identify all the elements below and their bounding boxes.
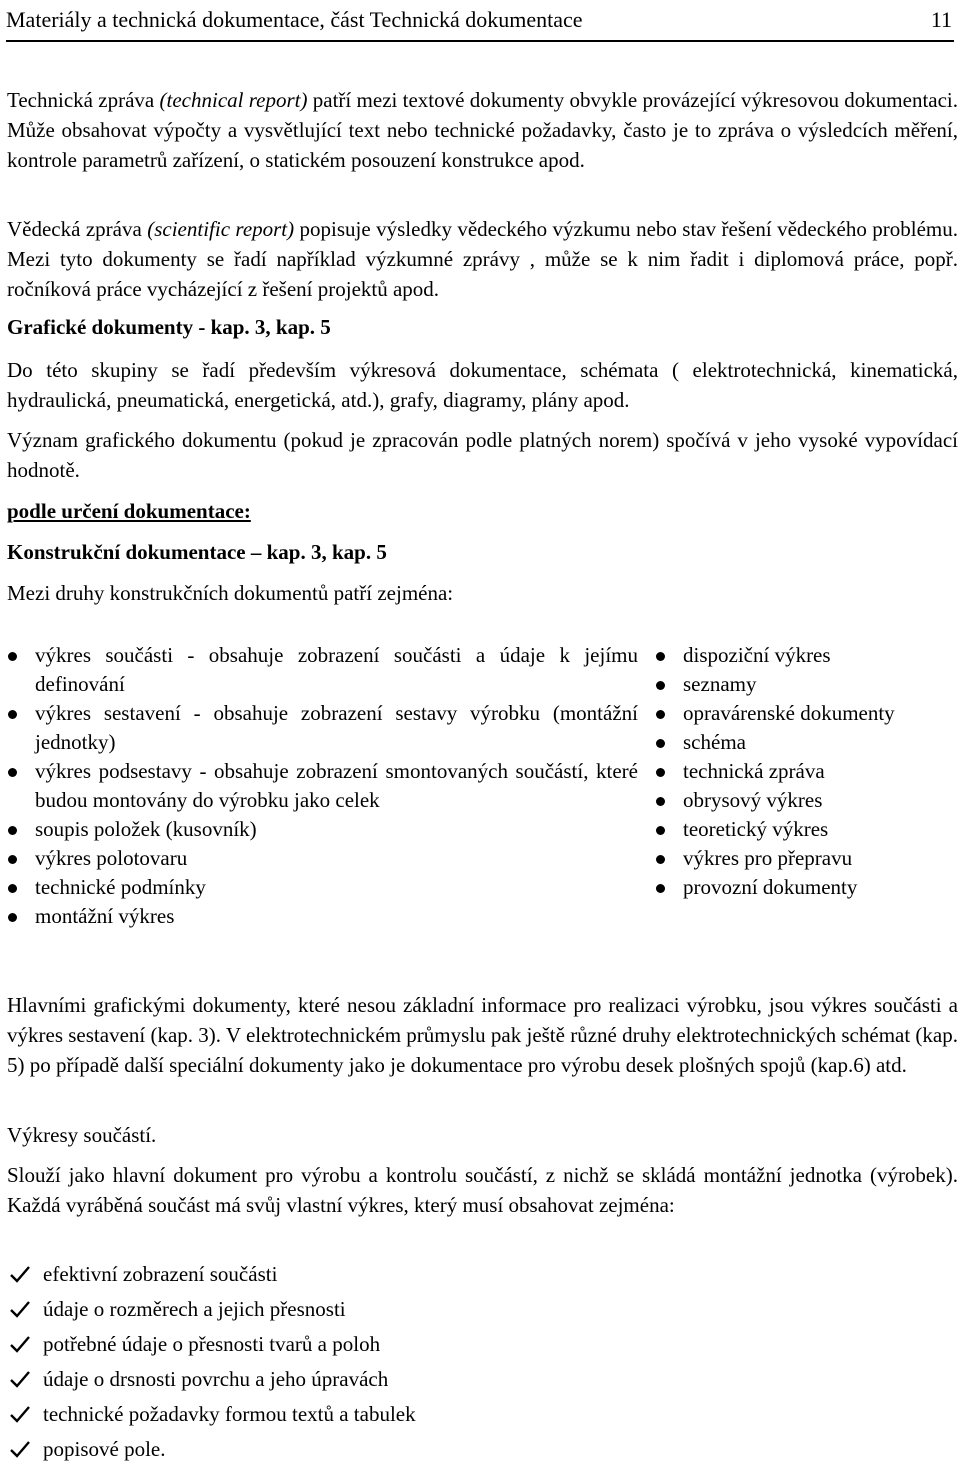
checklist-item [7,1327,958,1362]
checkmark-icon [9,1264,31,1284]
checklist-item [7,1432,958,1467]
checkmark-icon [9,1369,31,1389]
term-technical-report: Technická zpráva [7,88,160,112]
checklist-item-label: údaje o drsnosti povrchu a jeho úpravách [43,1367,389,1391]
checklist-item-label: technické požadavky formou textů a tabulek [43,1402,416,1426]
checklist-item [7,1292,958,1327]
list-item: schéma [654,728,954,757]
paragraph-scientific-report [7,214,958,304]
checkmark-icon [9,1404,31,1424]
term-technical-report-en: (technical report) [159,88,308,112]
paragraph-main-graphic-documents: Hlavními grafickými dokumenty, které nesou základní informace pro realizaci výrobku, jsou výkres součásti a výkres sestavení (kap. 3). V elektrotechnickém průmyslu pak ještě různé druhy elektrotechnických schémat (kap. 5) po případě další speciální dokumenty jako je dokumentace pro výrobu desek plošných spojů (kap.6) atd. [7,993,958,1077]
requirements-checklist [7,1257,958,1467]
heading-purpose: podle určení dokumentace: [7,499,251,523]
term-scientific-report-en: (scientific report) [147,217,295,241]
list-item: provozní dokumenty [654,873,954,902]
list-item: technická zpráva [654,757,954,786]
list-item: seznamy [654,670,954,699]
paragraph-part-drawings: Výkresy součástí. [7,1123,157,1147]
list-item: výkres sestavení - obsahuje zobrazení sestavy výrobku (montážní jednotky) [6,699,638,757]
checklist-item-label: efektivní zobrazení součásti [43,1262,278,1286]
paragraph-technical-report [7,85,958,175]
page-header [6,0,954,42]
list-item: výkres pro přepravu [654,844,954,873]
header-title: Materiály a technická dokumentace, část Technická dokumentace [6,7,583,32]
paragraph-part-drawing-purpose: Slouží jako hlavní dokument pro výrobu a kontrolu součástí, z nichž se skládá montážní jednotka (výrobek). Každá vyráběná součást má svůj vlastní výkres, který musí obsahovat zejména: [7,1163,958,1217]
checkmark-icon [9,1299,31,1319]
list-item: dispoziční výkres [654,641,954,670]
list-item: výkres podsestavy - obsahuje zobrazení smontovaných součástí, které budou montovány do výrobku jako celek [6,757,638,815]
checklist-item [7,1257,958,1292]
checkmark-icon [9,1334,31,1354]
list-item: technické podmínky [6,873,638,902]
page-number: 11 [930,7,952,32]
list-item: výkres součásti - obsahuje zobrazení součásti a údaje k jejímu definování [6,641,638,699]
paragraph-graphic-meaning: Význam grafického dokumentu (pokud je zpracován podle platných norem) spočívá v jeho vysoké vypovídací hodnotě. [7,428,958,482]
checklist-item [7,1362,958,1397]
checklist-item [7,1397,958,1432]
list-item: teoretický výkres [654,815,954,844]
paragraph-text: patří mezi textové dokumenty obvykle provázející výkresovou dokumentaci. Může obsahovat výpočty a vysvětlující text nebo technické požadavky, často je to zpráva o výsledcích měření, kontrole parametrů zařízení, o statickém posouzení konstrukce apod. [7,88,958,172]
list-item: montážní výkres [6,902,638,931]
paragraph-graphic-group: Do této skupiny se řadí především výkresová dokumentace, schémata ( elektrotechnická, kinematická, hydraulická, pneumatická, energetická, atd.), grafy, diagramy, plány apod. [7,358,958,412]
paragraph-text: popisuje výsledky vědeckého výzkumu nebo stav řešení vědeckého problému. Mezi tyto dokumenty se řadí například výzkumné zprávy , může se k nim řadit i diplomová práce, popř. ročníková práce vycházející z řešení projektů apod. [7,217,959,301]
paragraph-construction-intro: Mezi druhy konstrukčních dokumentů patří zejména: [7,581,454,605]
heading-construction-documentation: Konstrukční dokumentace – kap. 3, kap. 5 [7,540,387,564]
document-types-list-left [6,641,638,931]
heading-graphic-documents: Grafické dokumenty - kap. 3, kap. 5 [7,315,331,339]
checklist-item-label: potřebné údaje o přesnosti tvarů a poloh [43,1332,381,1356]
list-item: výkres polotovaru [6,844,638,873]
list-item: soupis položek (kusovník) [6,815,638,844]
list-item: opravárenské dokumenty [654,699,954,728]
document-types-list-right [654,641,954,902]
list-item: obrysový výkres [654,786,954,815]
checkmark-icon [9,1439,31,1459]
checklist-item-label: popisové pole. [43,1437,166,1461]
checklist-item-label: údaje o rozměrech a jejich přesnosti [43,1297,346,1321]
term-scientific-report: Vědecká zpráva [7,217,148,241]
